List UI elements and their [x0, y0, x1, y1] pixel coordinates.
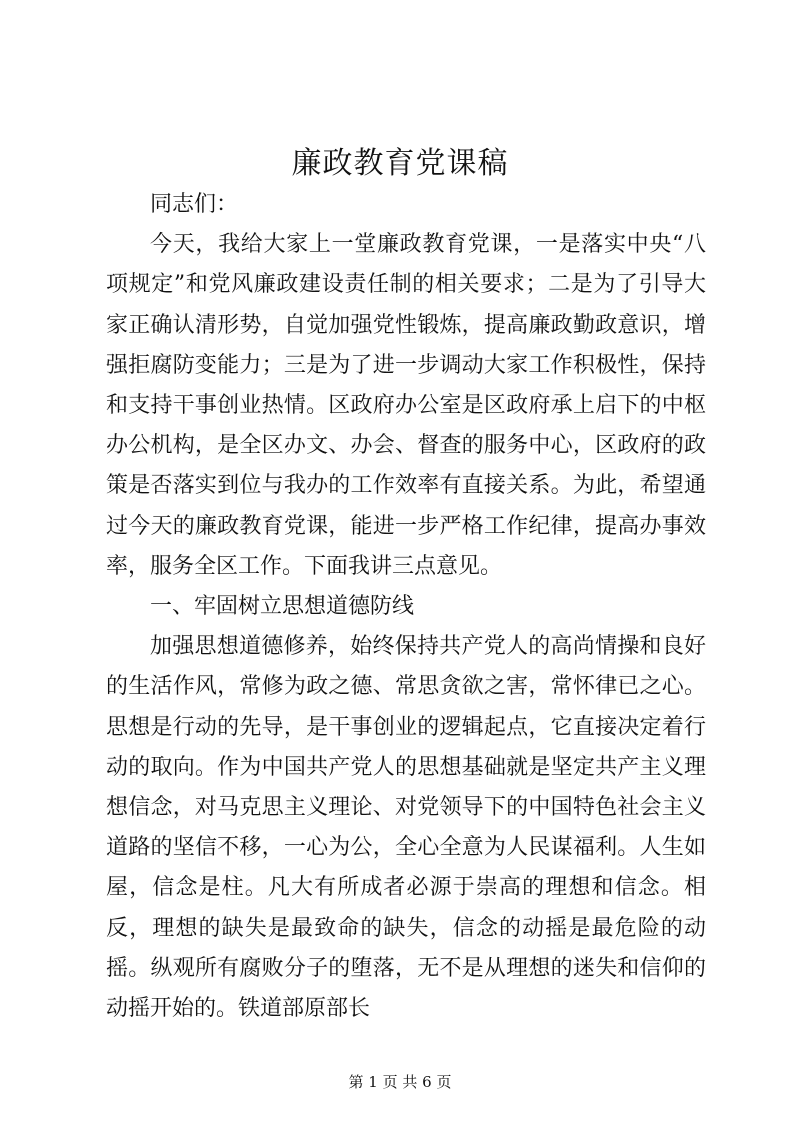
- document-body: [106, 185, 706, 1029]
- page-footer: 第 1 页 共 6 页: [348, 1073, 452, 1091]
- section-heading: 一、牢固树立思想道德防线: [150, 594, 415, 620]
- document-title: 廉政教育党课稿: [291, 146, 509, 181]
- intro-paragraph: 今天，我给大家上一堂廉政教育党课，一是落实中央“八项规定”和党风廉政建设责任制的相关要求；二是为了引导大家正确认清形势，自觉加强党性锻炼，提高廉政勤政意识，增强拒腐防变能力；三是为了进一步调动大家工作积极性，保持和支持干事创业热情。区政府办公室是区政府承上启下的中枢办公机构，是全区办文、办会、督查的服务中心，区政府的政策是否落实到位与我办的工作效率有直接关系。为此，希望通过今天的廉政教育党课，能进一步严格工作纪律，提高办事效率，服务全区工作。下面我讲三点意见。: [106, 232, 706, 579]
- section-paragraph: 加强思想道德修养，始终保持共产党人的高尚情操和良好的生活作风，常修为政之德、常思贪欲之害，常怀律已之心。思想是行动的先导，是干事创业的逻辑起点，它直接决定着行动的取向。作为中国共产党人的思想基础就是坚定共产主义理想信念，对马克思主义理论、对党领导下的中国特色社会主义道路的坚信不移，一心为公，全心全意为人民谋福利。人生如屋，信念是柱。凡大有所成者必源于崇高的理想和信念。相反，理想的缺失是最致命的缺失，信念的动摇是最危险的动摇。纵观所有腐败分子的堕落，无不是从理想的迷失和信仰的动摇开始的。铁道部原部长: [106, 634, 706, 1022]
- salutation-paragraph: 同志们：: [150, 192, 239, 217]
